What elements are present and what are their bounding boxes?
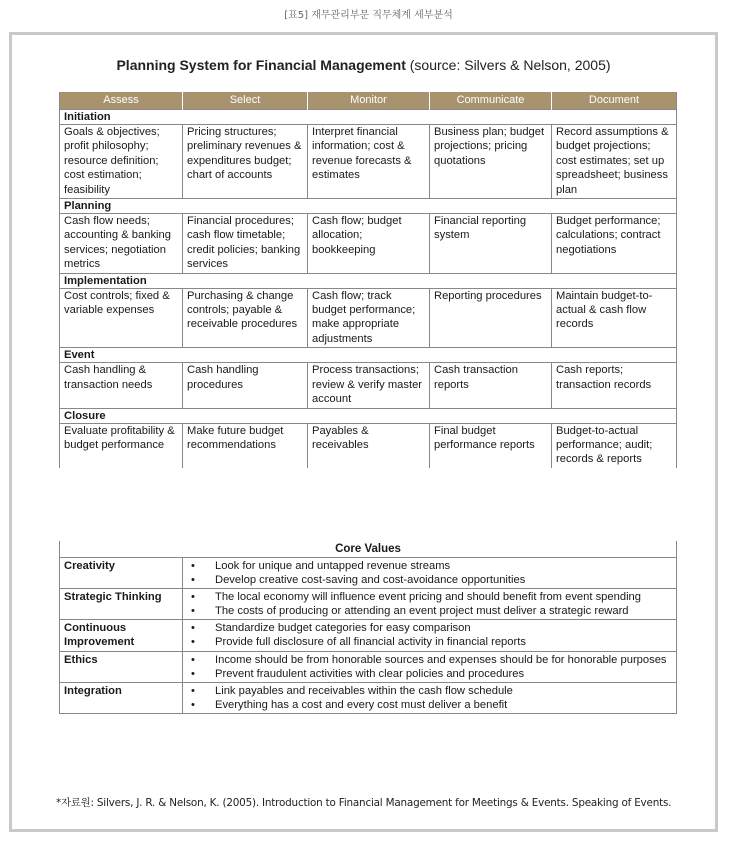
stage-row-closure [60,408,677,423]
source-footnote: *자료원: Silvers, J. R. & Nelson, K. (2005). Introduction to Financial Management for Meetings & Events. Speaking of Events. [56,797,672,809]
core-value-key: Creativity [60,558,183,589]
stage-label: Implementation [60,273,677,288]
list-item-text: Look for unique and untapped revenue streams [215,560,451,572]
table-cell: Evaluate profitability & budget performance [64,424,175,451]
figure-title [12,57,715,73]
bullet-icon: • [191,654,195,666]
table-row [60,125,677,199]
list-item-text: Income should be from honorable sources and expenses should be for honorable purposes [215,654,667,666]
stage-label: Initiation [60,110,677,125]
stage-row-implementation [60,273,677,288]
core-value-items [183,558,677,589]
title-main: Planning System for Financial Management [116,57,406,73]
col-header-communicate: Communicate [430,92,552,110]
core-value-key: Integration [60,683,183,714]
stage-label: Event [60,348,677,363]
title-source: (source: Silvers & Nelson, 2005) [405,57,611,73]
bullet-icon: • [191,605,195,617]
table-cell: Business plan; budget projections; pricing quotations [430,125,552,199]
stage-row-planning [60,199,677,214]
table-cell: Cash handling procedures [183,363,308,408]
col-header-document: Document [552,92,677,110]
list-item [187,559,672,573]
core-value-key: Continuous Improvement [60,620,183,652]
list-item-text: Develop creative cost-saving and cost-avoidance opportunities [215,574,526,586]
core-values-table [59,541,677,714]
list-item-text: Link payables and receivables within the cash flow schedule [215,685,513,697]
header-row [60,92,677,110]
table-cell: Cost controls; fixed & variable expenses [64,289,170,317]
table-cell: Budget-to-actual performance; audit; records & reports [552,423,677,468]
table-cell: Record assumptions & budget projections; cost estimates; set up spreadsheet; business plan [552,125,677,199]
stage-row-event [60,348,677,363]
core-value-row [60,652,677,683]
table-cell: Purchasing & change controls; payable & receivable procedures [183,288,308,348]
planning-table [59,92,677,468]
table-cell: Reporting procedures [430,288,552,348]
bullet-icon: • [191,699,195,711]
stage-row-initiation [60,110,677,125]
core-value-key: Ethics [60,652,183,683]
table-cell: Process transactions; review & verify master account [308,363,430,408]
table-cell: Cash reports; transaction records [552,363,677,408]
col-header-select: Select [183,92,308,110]
list-item-text: Standardize budget categories for easy comparison [215,622,471,634]
core-values-header-row [60,541,677,558]
table-cell: Pricing structures; preliminary revenues & expenditures budget; chart of accounts [183,125,308,199]
core-value-row [60,620,677,652]
page-caption: [표5] 재무관리부문 직무체계 세부분석 [284,10,453,21]
core-value-key: Strategic Thinking [60,589,183,620]
table-cell: Financial reporting system [430,214,552,274]
list-item-text: Provide full disclosure of all financial activity in financial reports [215,636,526,648]
table-cell: Cash flow; budget allocation; bookkeeping [308,214,430,274]
table-cell: Financial procedures; cash flow timetable; credit policies; banking services [183,214,308,274]
list-item [187,684,672,698]
table-cell: Cash flow; track budget performance; make appropriate adjustments [308,288,430,348]
list-item [187,573,672,587]
bullet-icon: • [191,622,195,634]
list-item [187,604,672,618]
table-row [60,423,677,468]
core-value-row [60,589,677,620]
bullet-icon: • [191,668,195,680]
bullet-icon: • [191,574,195,586]
table-row [60,363,677,408]
stage-label: Closure [60,408,677,423]
table-cell: Goals & objectives; profit philosophy; resource definition; cost estimation; feasibility [64,126,160,196]
core-value-row [60,558,677,589]
list-item-text: Everything has a cost and every cost must deliver a benefit [215,699,508,711]
bullet-icon: • [191,560,195,572]
table-cell: Cash flow needs; accounting & banking services; negotiation metrics [64,215,171,271]
list-item-text: The costs of producing or attending an event project must deliver a strategic reward [215,605,629,617]
list-item-text: The local economy will influence event pricing and should benefit from event spending [215,591,641,603]
core-value-row [60,683,677,714]
figure-frame [9,32,718,832]
table-cell: Cash handling & transaction needs [64,364,153,391]
bullet-icon: • [191,685,195,697]
table-cell: Interpret financial information; cost & revenue forecasts & estimates [308,125,430,199]
col-header-monitor: Monitor [308,92,430,110]
bullet-icon: • [191,636,195,648]
core-value-items [183,652,677,683]
bullet-icon: • [191,591,195,603]
list-item [187,698,672,712]
list-item [187,635,672,649]
list-item [187,653,672,667]
core-value-items [183,589,677,620]
table-cell: Budget performance; calculations; contract negotiations [552,214,677,274]
table-cell: Final budget performance reports [430,423,552,468]
list-item [187,590,672,604]
table-cell: Payables & receivables [308,423,430,468]
table-cell: Maintain budget-to-actual & cash flow records [552,288,677,348]
list-item [187,621,672,635]
table-cell: Make future budget recommendations [183,423,308,468]
stage-label: Planning [60,199,677,214]
core-value-items [183,620,677,652]
table-row [60,288,677,348]
table-cell: Cash transaction reports [430,363,552,408]
list-item [187,667,672,681]
table-row [60,214,677,274]
list-item-text: Prevent fraudulent activities with clear policies and procedures [215,668,525,680]
col-header-assess: Assess [60,92,183,110]
core-value-items [183,683,677,714]
core-values-heading: Core Values [60,541,677,558]
